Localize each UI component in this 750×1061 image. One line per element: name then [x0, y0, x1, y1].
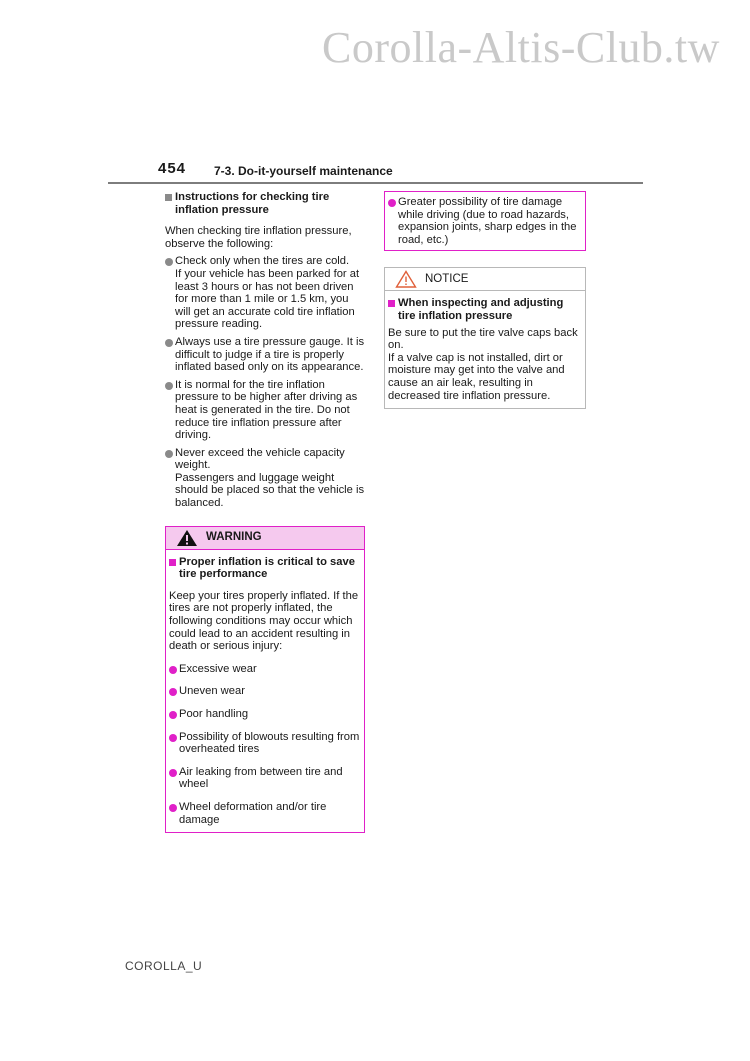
bullet-dot-icon: [165, 258, 173, 266]
warning-icon: [176, 529, 198, 547]
warning-heading: Proper inflation is critical to save tire performance: [169, 556, 361, 581]
notice-text-1: Be sure to put the tire valve caps back on.: [388, 326, 578, 352]
tire-check-intro: When checking tire inflation pressure, observe the following:: [165, 225, 352, 250]
bullet-dot-icon: [169, 769, 177, 777]
notice-header: [385, 268, 585, 291]
tire-check-list: [165, 255, 365, 509]
bullet-dot-icon: [165, 382, 173, 390]
list-item: Check only when the tires are cold. If your vehicle has been parked for at least 3 hours or has not been driven for more than 1 mile or 1.5 km, you will get an accurate cold tire inflation pressure reading.: [165, 255, 365, 331]
list-item: Always use a tire pressure gauge. It is difficult to judge if a tire is properly inflated based only on its appearance.: [165, 336, 365, 374]
notice-box: [384, 267, 586, 409]
section-title: 7-3. Do-it-yourself maintenance: [214, 164, 393, 178]
bullet-dot-icon: [165, 339, 173, 347]
warning-label: WARNING: [206, 531, 262, 544]
warning-body: [166, 550, 364, 827]
list-item: Uneven wear: [169, 685, 361, 698]
left-column: [165, 191, 365, 833]
list-item: Poor handling: [169, 708, 361, 721]
watermark: Corolla-Altis-Club.tw: [322, 23, 720, 72]
warning-header: [166, 527, 364, 550]
warning-box: [165, 526, 365, 834]
bullet-dot-icon: [165, 450, 173, 458]
right-column: [384, 191, 586, 409]
list-item: It is normal for the tire inflation pressure to be higher after driving as heat is generated in the tire. Do not reduce tire inflation pressure after driving.: [165, 379, 365, 442]
bullet-dot-icon: [169, 711, 177, 719]
bullet-dot-icon: [169, 688, 177, 696]
bullet-dot-icon: [169, 804, 177, 812]
caution-triangle-icon: [395, 270, 417, 288]
notice-body: [385, 291, 585, 402]
notice-heading: When inspecting and adjusting tire inflation pressure: [388, 297, 582, 322]
warning-text: Keep your tires properly inflated. If the tires are not properly inflated, the following conditions may occur which could lead to an accident resulting in death or serious injury:: [169, 589, 359, 653]
square-bullet-icon: [169, 559, 176, 566]
bullet-dot-icon: [169, 734, 177, 742]
square-bullet-icon: [165, 194, 172, 201]
list-item: Wheel deformation and/or tire damage: [169, 801, 361, 826]
square-bullet-icon: [388, 300, 395, 307]
page-number: 454: [158, 160, 187, 177]
warning-continued-box: [384, 191, 586, 251]
header-rule: [108, 182, 643, 184]
list-item: Possibility of blowouts resulting from overheated tires: [169, 731, 361, 756]
notice-text-2: If a valve cap is not installed, dirt or moisture may get into the valve and cause an air leak, resulting in decreased tire inflation pressure.: [388, 351, 565, 402]
list-item: Never exceed the vehicle capacity weight. Passengers and luggage weight should be placed so that the vehicle is balanced.: [165, 447, 365, 510]
list-item: Excessive wear: [169, 663, 361, 676]
footer-model-code: COROLLA_U: [125, 959, 203, 973]
list-item: Air leaking from between tire and wheel: [169, 766, 361, 791]
bullet-dot-icon: [169, 666, 177, 674]
list-item: Greater possibility of tire damage while driving (due to road hazards, expansion joints, sharp edges in the road, etc.): [388, 196, 582, 246]
notice-label: NOTICE: [425, 273, 469, 286]
tire-check-heading: Instructions for checking tire inflation pressure: [165, 191, 365, 216]
bullet-dot-icon: [388, 199, 396, 207]
